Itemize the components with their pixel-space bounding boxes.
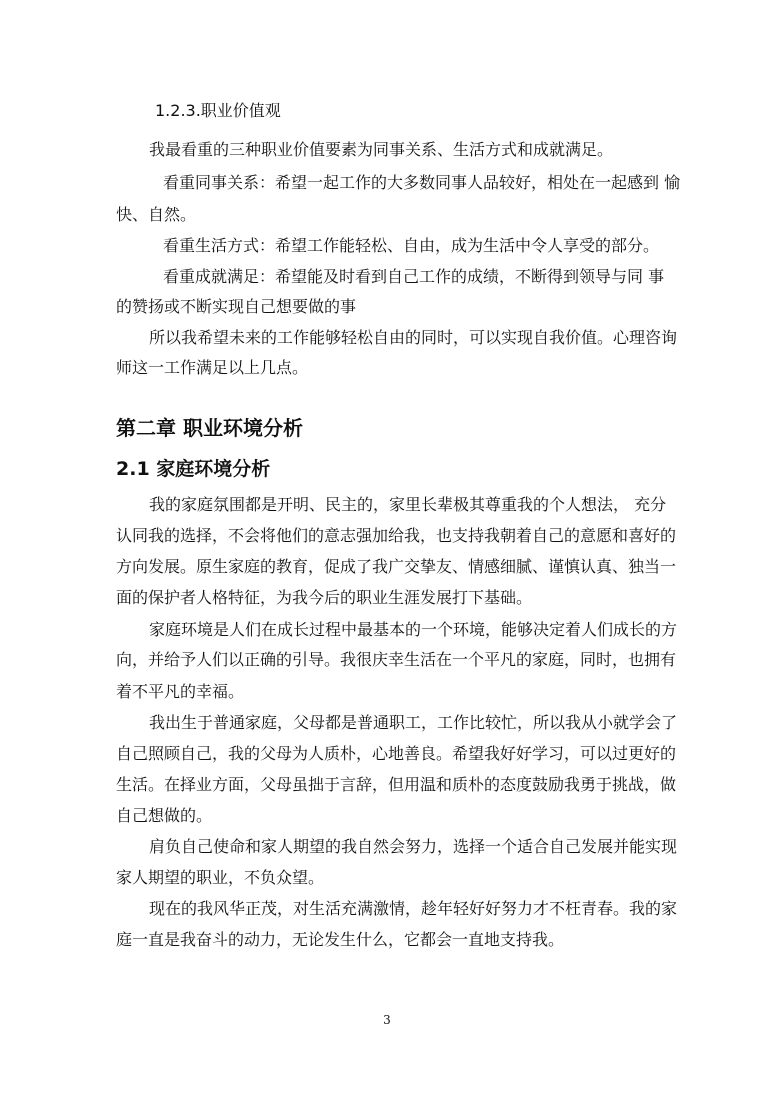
- subsection-heading: 1.2.3.职业价值观: [155, 101, 281, 120]
- paragraph-line: 看重生活方式：希望工作能轻松、自由，成为生活中令人享受的部分。: [163, 236, 660, 255]
- paragraph-line: 着不平凡的幸福。: [116, 682, 245, 701]
- paragraph-line: 庭一直是我奋斗的动力，无论发生什么，它都会一直地支持我。: [116, 930, 565, 949]
- chapter-title: 第二章 职业环境分析: [116, 416, 303, 440]
- paragraph-line: 的赞扬或不断实现自己想要做的事: [116, 297, 357, 316]
- section-heading: 2.1 家庭环境分析: [116, 458, 271, 480]
- paragraph-line: 快、自然。: [116, 205, 197, 224]
- paragraph-line: 方向发展。原生家庭的教育，促成了我广交挚友、情感细腻、谨慎认真、独当一: [116, 557, 677, 576]
- paragraph-line: 所以我希望未来的工作能够轻松自由的同时，可以实现自我价值。心理咨询: [149, 328, 678, 347]
- paragraph-line: 自己想做的。: [116, 806, 213, 825]
- paragraph-line: 我的家庭氛围都是开明、民主的，家里长辈极其尊重我的个人想法， 充分: [149, 495, 667, 514]
- paragraph-line: 现在的我风华正茂，对生活充满激情，趁年轻好好努力才不枉青春。我的家: [149, 899, 678, 918]
- paragraph-line: 生活。在择业方面，父母虽拙于言辞，但用温和质朴的态度鼓励我勇于挑战，做: [116, 775, 677, 794]
- paragraph-line: 我出生于普通家庭，父母都是普通职工，工作比较忙，所以我从小就学会了: [149, 713, 678, 732]
- paragraph-line: 肩负自己使命和家人期望的我自然会努力，选择一个适合自己发展并能实现: [149, 837, 678, 856]
- paragraph-line: 自己照顾自己，我的父母为人质朴，心地善良。希望我好好学习，可以过更好的: [116, 744, 677, 763]
- paragraph-line: 看重同事关系：希望一起工作的大多数同事人品较好，相处在一起感到 愉: [163, 173, 681, 192]
- paragraph-line: 认同我的选择，不会将他们的意志强加给我，也支持我朝着自己的意愿和喜好的: [116, 526, 677, 545]
- paragraph-line: 面的保护者人格特征，为我今后的职业生涯发展打下基础。: [116, 588, 533, 607]
- paragraph-line: 师这一工作满足以上几点。: [116, 358, 309, 377]
- page-number: 3: [383, 1013, 391, 1027]
- paragraph-line: 我最看重的三种职业价值要素为同事关系、生活方式和成就满足。: [149, 140, 614, 159]
- paragraph-line: 向，并给予人们以正确的引导。我很庆幸生活在一个平凡的家庭，同时，也拥有: [116, 650, 677, 669]
- paragraph-line: 家庭环境是人们在成长过程中最基本的一个环境，能够决定着人们成长的方: [149, 620, 678, 639]
- paragraph-line: 家人期望的职业，不负众望。: [116, 868, 325, 887]
- paragraph-line: 看重成就满足：希望能及时看到自己工作的成绩，不断得到领导与同 事: [163, 267, 665, 286]
